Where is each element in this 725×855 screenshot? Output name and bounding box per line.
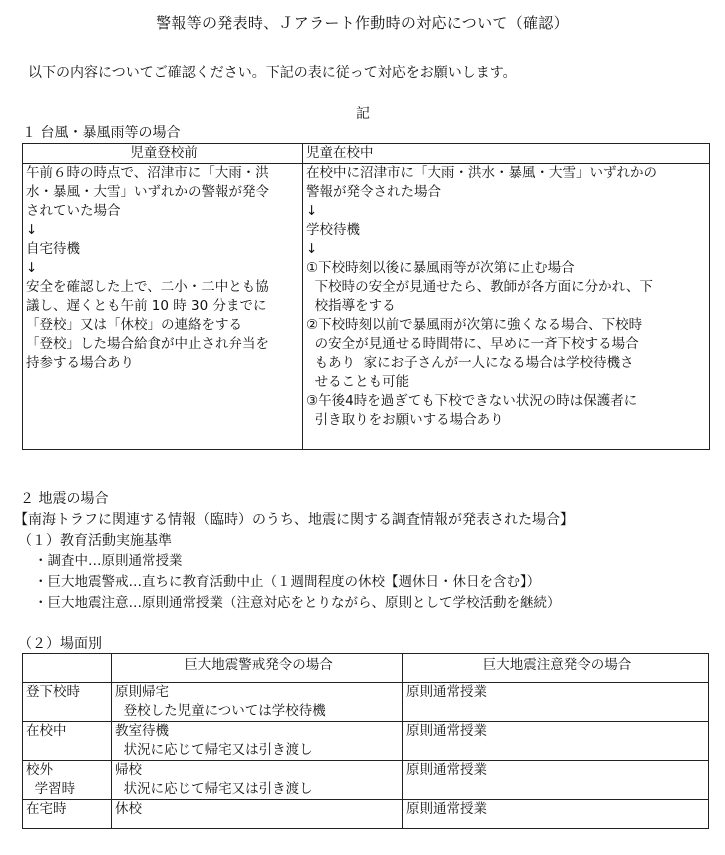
advisory-cell: 原則通常授業 [403, 683, 709, 722]
section2-sub2-heading: （２）場面別 [18, 636, 102, 652]
at-school-cell [303, 164, 710, 450]
at-school-line: ↓ [306, 241, 318, 257]
before-school-line: 午前６時の時点で、沼津市に「大雨・洪 [26, 165, 269, 181]
before-school-line: 「登校」又は「休校」の連絡をする [26, 317, 242, 333]
at-school-line: ③午後4時を過ぎても下校できない状況の時は保護者に [306, 393, 638, 409]
typhoon-table-header-row [23, 144, 710, 164]
before-school-line: 水・暴風・大雪」いずれかの警報が発令 [26, 184, 269, 200]
header-blank [23, 654, 112, 683]
at-school-line: 下校時の安全が見通せたら、教師が各方面に分かれ、下 [306, 279, 653, 295]
at-school-line: 校指導をする [306, 298, 396, 314]
criteria-list [34, 551, 561, 614]
before-school-line: 「登校」した場合給食が中止され弁当を [26, 336, 269, 352]
at-school-line: 在校中に沼津市に「大雨・洪水・暴風・大雪」いずれかの [306, 165, 657, 181]
criteria-item: ・調査中…原則通常授業 [34, 553, 183, 569]
before-school-line: 自宅待機 [26, 241, 80, 257]
table-row [23, 761, 709, 800]
before-school-line: ↓ [26, 222, 38, 238]
section1-heading: １ 台風・暴風雨等の場合 [22, 125, 181, 141]
scene-cell: 登下校時 [23, 683, 112, 722]
at-school-line: せることも可能 [306, 374, 410, 390]
section2-heading: ２ 地震の場合 [20, 491, 109, 507]
before-school-line: されていた場合 [26, 203, 121, 219]
at-school-line: 学校待機 [306, 222, 360, 238]
header-advisory: 巨大地震注意発令の場合 [403, 654, 709, 683]
criteria-item: ・巨大地震注意…原則通常授業（注意対応をとりながら、原則として学校活動を継続） [34, 595, 561, 611]
at-school-line: の安全が見通せる時間帯に、早めに一斉下校する場合 [306, 336, 639, 352]
document-title: 警報等の発表時、Ｊアラート作動時の対応について（確認） [156, 14, 569, 32]
scene-cell: 在校中 [23, 722, 112, 761]
warning-cell: 休校 [112, 800, 403, 829]
ki-heading: 記 [356, 106, 370, 122]
at-school-line: ↓ [306, 203, 318, 219]
before-school-line: 安全を確認した上で、二小・二中とも協 [26, 279, 269, 295]
before-school-line: 議し、遅くとも午前 10 時 30 分までに [26, 298, 267, 314]
table-row [23, 683, 709, 722]
before-school-line: ↓ [26, 260, 38, 276]
earthquake-table [22, 653, 709, 829]
header-warning: 巨大地震警戒発令の場合 [112, 654, 403, 683]
criteria-item: ・巨大地震警戒…直ちに教育活動中止（１週間程度の休校【週休日・休日を含む】） [34, 574, 541, 590]
header-at-school-label: 児童在校中 [306, 145, 374, 161]
section2-condition: 【南海トラフに関連する情報（臨時）のうち、地震に関する調査情報が発表された場合】 [14, 512, 574, 528]
advisory-cell: 原則通常授業 [403, 722, 709, 761]
scene-cell: 在宅時 [23, 800, 112, 829]
header-before-school: 児童登校前 [23, 144, 303, 164]
before-school-cell [23, 164, 303, 450]
typhoon-table-body-row [23, 164, 710, 450]
scene-cell: 校外 学習時 [23, 761, 112, 800]
warning-cell: 帰校 状況に応じて帰宅又は引き渡し [112, 761, 403, 800]
section2-sub1-heading: （１）教育活動実施基準 [18, 533, 172, 549]
warning-cell: 教室待機 状況に応じて帰宅又は引き渡し [112, 722, 403, 761]
at-school-line: 警報が発令された場合 [306, 184, 441, 200]
at-school-line: 引き取りをお願いする場合あり [306, 412, 504, 428]
before-school-line: 持参する場合あり [26, 355, 134, 371]
advisory-cell: 原則通常授業 [403, 800, 709, 829]
earthquake-table-header-row [23, 654, 709, 683]
at-school-line: ①下校時刻以後に暴風雨等が次第に止む場合 [306, 260, 575, 276]
header-at-school [303, 144, 710, 164]
typhoon-table [22, 143, 710, 450]
table-row [23, 800, 709, 829]
table-row [23, 722, 709, 761]
at-school-line: ②下校時刻以前で暴風雨が次第に強くなる場合、下校時 [306, 317, 643, 333]
warning-cell: 原則帰宅 登校した児童については学校待機 [112, 683, 403, 722]
advisory-cell: 原則通常授業 [403, 761, 709, 800]
intro-text: 以下の内容についてご確認ください。下記の表に従って対応をお願いします。 [28, 65, 517, 81]
at-school-line: もあり 家にお子さんが一人になる場合は学校待機さ [306, 355, 634, 371]
